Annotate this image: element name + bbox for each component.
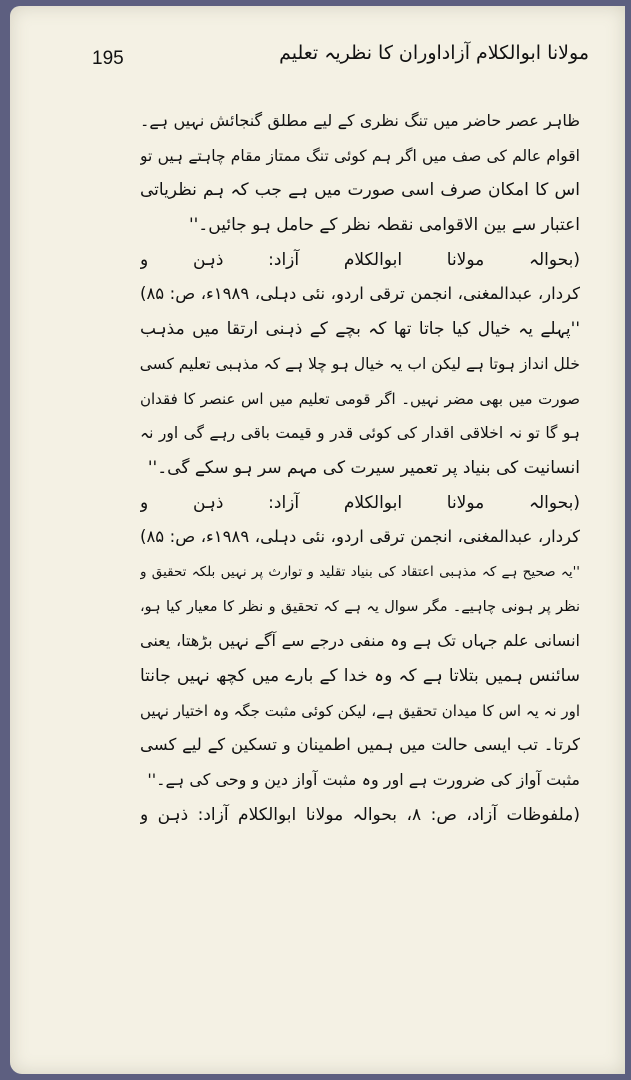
citation-line: (بحوالہ مولانا ابوالکلام آزاد: ذہن و [140,249,580,270]
citation-line: (ملفوظات آزاد، ص: ۸، بحوالہ مولانا ابوالکلام آزاد: ذہن و [140,804,580,825]
text-line: انسانی علم جہاں تک ہے وہ منفی درجے سے آگے نہیں بڑھتا، یعنی [140,631,580,651]
citation-line: (بحوالہ مولانا ابوالکلام آزاد: ذہن و [140,492,580,513]
text-line: اعتبار سے بین الاقوامی نقطہ نظر کے حامل ہو جائیں۔'' [188,215,580,236]
text-line: خلل انداز ہوتا ہے لیکن اب یہ خیال ہو چلا ہے کہ مذہبی تعلیم کسی [140,354,580,373]
text-line: نظر پر ہونی چاہیے۔ مگر سوال یہ ہے کہ تحقیق و نظر کا معیار کیا ہو، [140,598,580,615]
text-line: اقوام عالم کی صف میں اگر ہم کوئی تنگ ممتاز مقام چاہتے ہیں تو [140,146,580,165]
text-line: ظاہر عصر حاضر میں تنگ نظری کے لیے مطلق گنجائش نہیں ہے۔ [140,111,580,130]
text-line: انسانیت کی بنیاد پر تعمیر سیرت کی مہم سر ہو سکے گی۔'' [147,457,580,478]
text-line: اور نہ یہ اس کا میدان تحقیق ہے، لیکن کوئی مثبت جگہ وہ اختیار نہیں [140,701,580,720]
text-line: ''یہ صحیح ہے کہ مذہبی اعتقاد کی بنیاد تقلید و توارث پر نہیں بلکہ تحقیق و [140,563,580,580]
text-line: اس کا امکان صرف اسی صورت میں ہے جب کہ ہم نظریاتی [140,180,580,201]
text-line: ''پہلے یہ خیال کیا جاتا تھا کہ بچے کے ذہنی ارتقا میں مذہب [140,319,580,340]
book-page [10,6,625,1074]
text-line: کرتا۔ تب ایسی حالت میں ہمیں اطمینان و تسکین کے لیے کسی [140,735,580,755]
citation-line: کردار، عبدالمغنی، انجمن ترقی اردو، نئی دہلی، ۱۹۸۹ء، ص: ۸۵) [140,284,580,304]
text-line: ہو گا تو نہ اخلاقی اقدار کی کوئی قدر و قیمت باقی رہے گی اور نہ [140,424,580,443]
body-text [140,104,580,832]
running-title: مولانا ابوالکلام آزاداوران کا نظریہ تعلیم [279,42,589,64]
page-number: 195 [92,48,124,69]
text-line: صورت میں بھی مضر نہیں۔ اگر قومی تعلیم میں اس عنصر کا فقدان [140,389,580,408]
text-line: مثبت آواز کی ضرورت ہے اور وہ مثبت آواز دین و وحی کی ہے۔'' [147,770,580,790]
citation-line: کردار، عبدالمغنی، انجمن ترقی اردو، نئی دہلی، ۱۹۸۹ء، ص: ۸۵) [140,527,580,547]
text-line: سائنس ہمیں بتلاتا ہے کہ وہ خدا کے بارے میں کچھ نہیں جانتا [140,666,580,686]
